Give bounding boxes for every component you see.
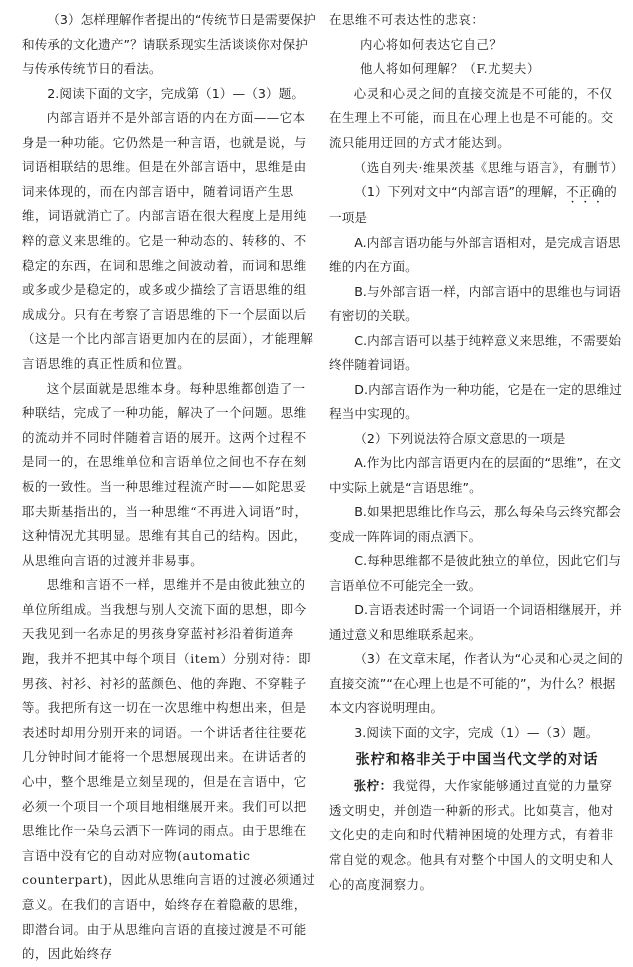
emphasis-not-correct: 不正确	[565, 184, 605, 200]
question-2-1-stem	[329, 180, 625, 231]
speaker-text: 我觉得，大作家能够通过直觉的力量穿透文明史，并创造一种新的形式。比如莫言，他对文化史的走向和时代精神困境的处理方式，有着非常自觉的观念。他具有对整个中国人的文明史和人心的高度洞察力。	[329, 778, 614, 892]
passage-paragraph-1: 内部言语并不是外部言语的内在方面——它本身是一种功能。它仍然是一种言语，也就是说，与词语相联结的思维。但是在外部言语中，思维是由词来体现的，而在内部言语中，随着词语产生思维，词语就消亡了。内部言语在很大程度上是用纯粹的意义来思维的。它是一种动态的、转移的、不稳定的东西，在词和思维之间波动着，而词和思维或多或少是稳定的，或多或少描绘了言语思维的组成成分。只有在考察了言语思维的下一个层面以后（这是一个比内部言语更加内在的层面），才能理解言语思维的真正性质和位置。	[22, 110, 314, 371]
option-2-d: D.言语表述时需一个词语一个词语相继展开，并通过意义和思维联系起来。	[329, 602, 622, 642]
poem-line-2: 他人将如何理解？（F.尤契夫）	[360, 61, 540, 77]
dialogue-title: 张柠和格非关于中国当代文学的对话	[355, 752, 599, 769]
question-2-1-stem-a: （1）下列对文中“内部言语”的理解，	[354, 184, 566, 200]
option-2-a: A.作为比内部言语更内在的层面的“思维”，在文中实际上就是“言语思维”。	[329, 455, 622, 495]
question-2-3: （3）在文章末尾，作者认为“心灵和心灵之间的直接交流”“在心理上也是不可能的”，为什么？根据本文内容说明理由。	[329, 651, 623, 716]
option-1-c: C.内部言语可以基于纯粹意义来思维，不需要始终伴随着词语。	[329, 332, 622, 373]
passage-paragraph-3-continued: 在思维不可表达性的悲哀：	[329, 12, 485, 27]
passage-source: （选自列夫·维果茨基《思维与语言》，有删节）	[353, 159, 624, 175]
option-2-c: C.每种思维都不是彼此独立的单位，因此它们与言语单位不可能完全一致。	[329, 553, 622, 593]
passage-paragraph-2: 这个层面就是思维本身。每种思维都创造了一种联结，完成了一种功能，解决了一个问题。思维的流动并不同时伴随着言语的展开。这两个过程不是同一的，在思维单位和言语单位之间也不存在刻板的一致性。当一种思维过程流产时——如陀思妥耶夫斯基指出的，当一种思维“不再进入词语”时，这种情况尤其明显。思维有其自己的结构。因此，从思维向言语的过渡并非易事。	[22, 380, 308, 568]
question-2-2-stem: （2）下列说法符合原文意思的一项是	[354, 430, 566, 446]
option-1-b: B.与外部言语一样，内部言语中的思维也与词语有密切的关联。	[329, 283, 621, 324]
question-1-3: （3）怎样理解作者提出的“传统节日是需要保护和传承的文化遗产”？请联系现实生活谈谈你对保护与传承传统节日的看法。	[22, 12, 316, 76]
option-2-b: B.如果把思维比作乌云，那么每朵乌云终究都会变成一阵阵词的雨点洒下。	[329, 504, 621, 544]
passage-paragraph-3: 思维和言语不一样，思维并不是由彼此独立的单位所组成。当我想与别人交流下面的思想，即今天我见到一名赤足的男孩身穿蓝衬衫沿着街道奔跑，我并不把其中每个项目（item）分别对待：即男孩、衬衫、衬衫的蓝颜色、他的奔跑、不穿鞋子等。我把所有这一切在一次思维中构想出来，但是表述时却用分别开来的词语。一个讲话者往往要花几分钟时间才能将一个思想展现出来。在讲话者的心中，整个思维是立刻呈现的，但是在言语中，它必须一个项目一个项目地相继展开来。我们可以把思维比作一朵乌云洒下一阵词的雨点。由于思维在言语中没有它的自动对应物(automatic counterpart)，因此从思维向言语的过渡必须通过意义。在我们的言语中，始终存在着隐蔽的思维，即潜台词。由于从思维向言语的直接过渡是不可能的，因此始终存	[22, 577, 316, 962]
option-1-d: D.内部言语作为一种功能，它是在一定的思维过程当中实现的。	[329, 381, 622, 422]
right-column	[329, 8, 625, 892]
poem-line-1: 内心将如何表达它自己？	[360, 36, 503, 52]
option-1-a: A.内部言语功能与外部言语相对，是完成言语思维的内在方面。	[329, 234, 621, 275]
question-2-1-stem-b: 的一项是	[329, 184, 617, 226]
dialogue-paragraph-1	[329, 774, 625, 897]
speaker-name: 张柠：	[353, 778, 393, 794]
section-3-heading: 3.阅读下面的文字，完成（1）—（3）题。	[354, 724, 599, 740]
passage-paragraph-4: 心灵和心灵之间的直接交流是不可能的，不仅在生理上不可能，而且在心理上也是不可能的。交流只能用迂回的方式才能达到。	[329, 85, 614, 150]
left-column	[22, 8, 317, 962]
section-2-heading: 2.阅读下面的文字，完成第（1）—（3）题。	[47, 85, 305, 101]
